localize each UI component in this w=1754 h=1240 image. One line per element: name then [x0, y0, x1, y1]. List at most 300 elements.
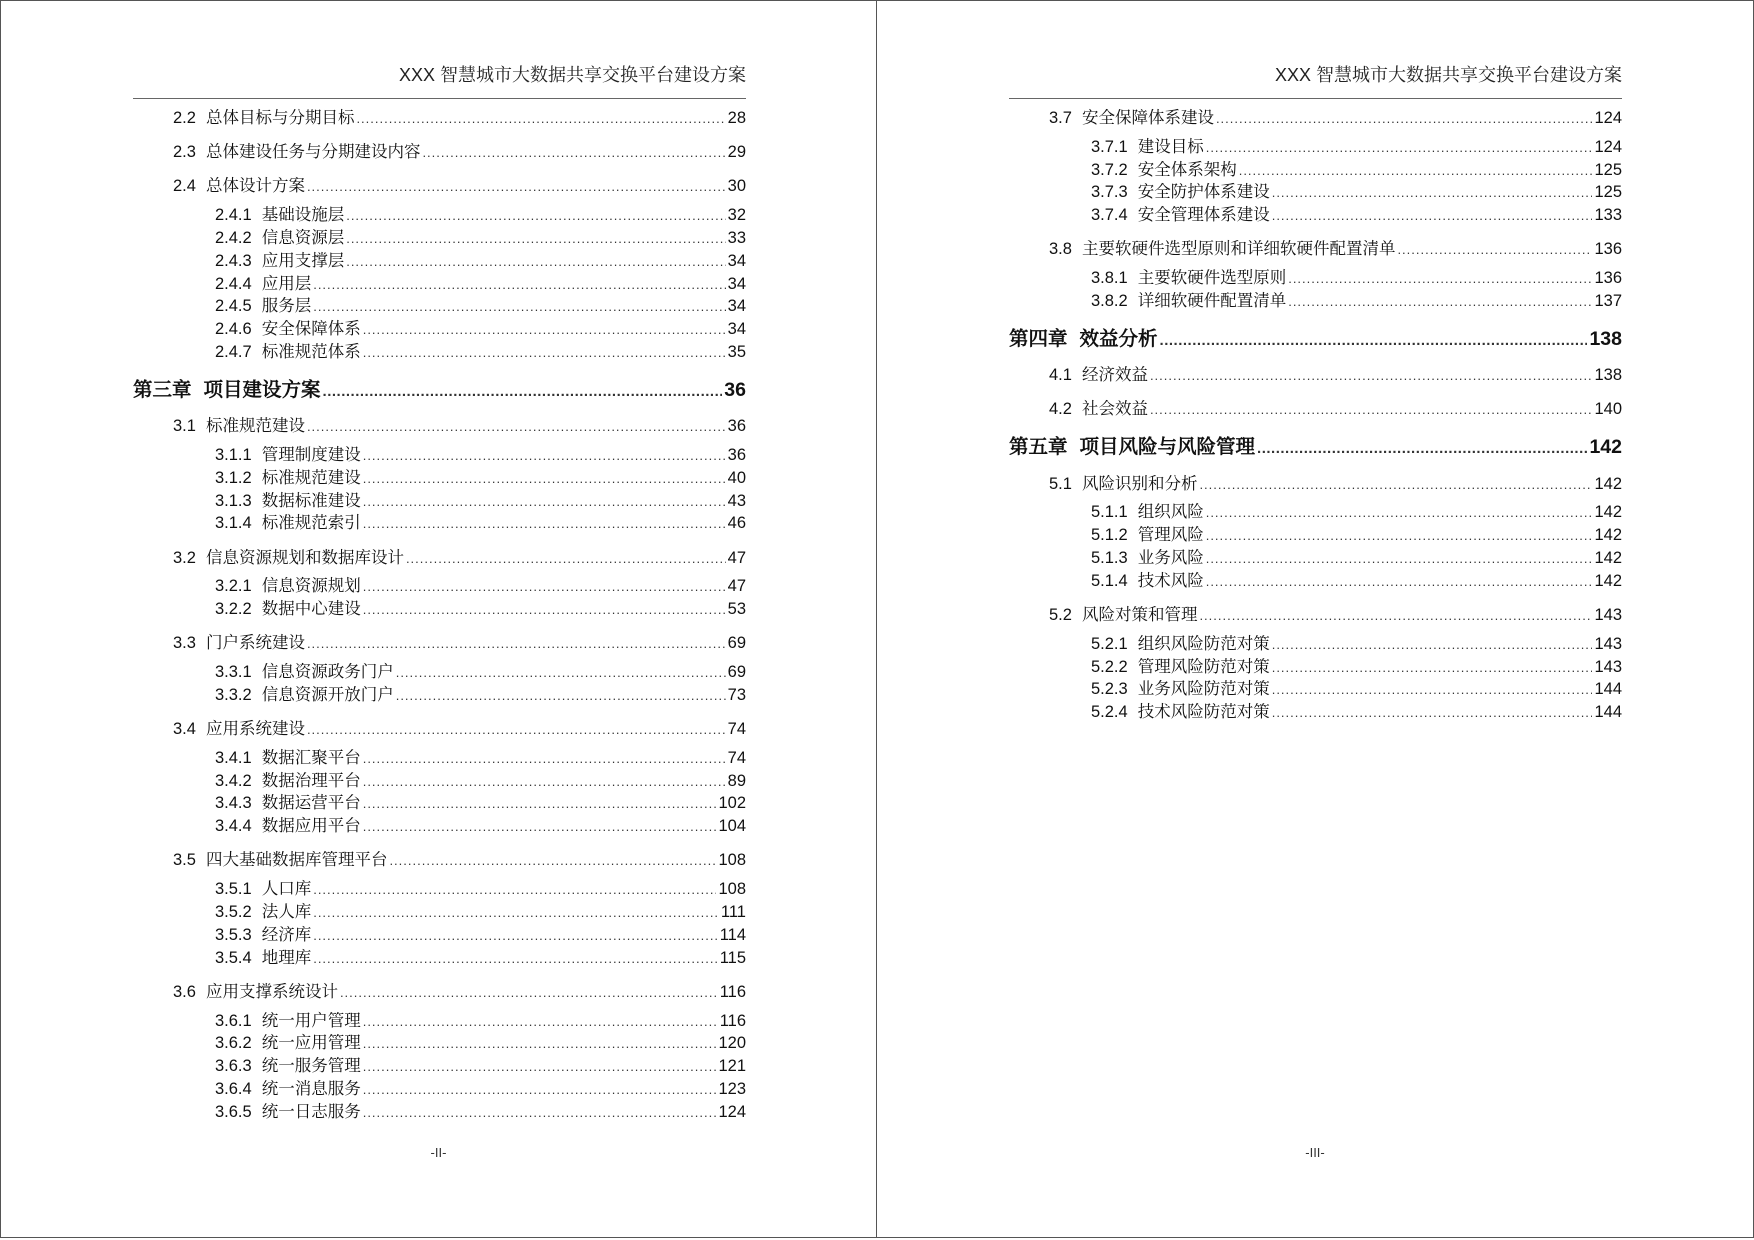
dot-leader	[396, 662, 726, 685]
toc-entry-page-number: 136	[1594, 240, 1622, 259]
toc-entry-number: 3.8.1	[1091, 269, 1128, 288]
dot-leader	[363, 468, 726, 491]
toc-entry-number: 2.4.3	[215, 251, 252, 270]
toc-entry[interactable]	[1009, 604, 1622, 627]
toc-entry-title: 管理制度建设	[261, 445, 361, 464]
toc-entry-title: 统一日志服务	[261, 1102, 361, 1121]
toc-entry[interactable]	[133, 295, 746, 318]
toc-entry-title: 主要软硬件选型原则和详细软硬件配置清单	[1081, 240, 1396, 259]
dot-leader	[1272, 634, 1593, 657]
toc-entry-title: 项目风险与风险管理	[1079, 436, 1256, 459]
toc-entry-number: 2.3	[173, 143, 196, 162]
toc-entry-page-number: 69	[727, 634, 746, 653]
dot-leader	[1150, 365, 1593, 388]
toc-entry-title: 总体设计方案	[205, 177, 305, 196]
toc-entry-number: 3.7.1	[1091, 137, 1128, 156]
toc-entry-title: 安全管理体系建设	[1137, 206, 1270, 225]
toc-entry-page-number: 34	[727, 320, 746, 339]
toc-entry-title: 门户系统建设	[205, 634, 305, 653]
toc-entry-number: 3.1.3	[215, 491, 252, 510]
toc-entry[interactable]	[1009, 181, 1622, 204]
toc-entry-page-number: 34	[727, 297, 746, 316]
toc-entry-number: 3.5.3	[215, 925, 252, 944]
toc-entry[interactable]	[133, 444, 746, 467]
dot-leader	[1206, 502, 1593, 525]
toc-entry[interactable]	[133, 575, 746, 598]
toc-entry[interactable]	[133, 901, 746, 924]
toc-entry-page-number: 74	[727, 748, 746, 767]
dot-leader	[363, 319, 726, 342]
toc-entry-number: 第四章	[1009, 327, 1068, 350]
right-page	[876, 0, 1754, 1238]
toc-entry-number: 2.4.5	[215, 297, 252, 316]
toc-entry-page-number: 111	[720, 903, 746, 922]
toc-entry-number: 3.4.2	[215, 771, 252, 790]
toc-entry-page-number: 36	[727, 417, 746, 436]
toc-entry-number: 2.2	[173, 109, 196, 127]
toc-entry-page-number: 34	[727, 251, 746, 270]
toc-entry-number: 3.6	[173, 982, 196, 1001]
toc-entry-page-number: 142	[1594, 571, 1622, 590]
toc-entry-number: 3.7	[1049, 109, 1072, 127]
toc-entry[interactable]	[1009, 204, 1622, 227]
dot-leader	[1272, 205, 1593, 228]
toc-entry-page-number: 124	[718, 1102, 746, 1121]
toc-entry-title: 地理库	[261, 948, 312, 967]
toc-entry-title: 安全保障体系建设	[1081, 109, 1214, 127]
toc-entry-title: 经济库	[261, 925, 312, 944]
toc-entry-page-number: 125	[1594, 160, 1622, 179]
toc-entry[interactable]	[1009, 570, 1622, 593]
toc-entry[interactable]	[133, 318, 746, 341]
toc-entry[interactable]	[1009, 398, 1622, 421]
toc-entry-title: 应用支撑系统设计	[205, 982, 338, 1001]
page-header-title: XXX 智慧城市大数据共享交换平台建设方案	[398, 65, 746, 85]
toc-entry-number: 3.3	[173, 634, 196, 653]
toc-entry-title: 项目建设方案	[203, 378, 321, 401]
toc-entry-page-number: 108	[718, 880, 746, 899]
toc-entry[interactable]	[133, 512, 746, 535]
toc-entry-number: 3.1.4	[215, 514, 252, 533]
dot-leader	[363, 771, 726, 794]
toc-entry-page-number: 32	[727, 206, 746, 225]
toc-entry-number: 3.2.1	[215, 577, 252, 596]
toc-entry[interactable]	[133, 547, 746, 570]
dot-leader	[307, 633, 726, 656]
dot-leader	[307, 176, 726, 199]
toc-entry[interactable]	[1009, 701, 1622, 724]
toc-entry-page-number: 138	[1594, 366, 1622, 385]
toc-entry-number: 2.4.6	[215, 320, 252, 339]
dot-leader	[313, 948, 717, 971]
dot-leader	[346, 205, 725, 228]
dot-leader	[422, 142, 725, 165]
toc-entry-title: 总体目标与分期目标	[205, 109, 355, 127]
toc-entry-page-number: 143	[1594, 605, 1622, 624]
toc-entry-title: 组织风险	[1137, 503, 1204, 522]
dot-leader	[307, 416, 726, 439]
toc-entry-page-number: 143	[1594, 634, 1622, 653]
toc-entry[interactable]	[133, 792, 746, 815]
toc-entry-title: 应用层	[261, 274, 312, 293]
page-number-footer: -II-	[430, 1145, 447, 1160]
toc-entry-page-number: 142	[1594, 474, 1622, 493]
dot-leader	[363, 1033, 717, 1056]
toc-entry-page-number: 121	[718, 1057, 746, 1076]
toc-entry-title: 社会效益	[1081, 400, 1148, 419]
toc-entry[interactable]	[133, 878, 746, 901]
toc-entry-number: 5.1.4	[1091, 571, 1128, 590]
dot-leader	[1206, 571, 1593, 594]
dot-leader	[1272, 657, 1593, 680]
toc-entry[interactable]	[133, 415, 746, 438]
toc-entry[interactable]	[1009, 473, 1622, 496]
toc-entry-number: 2.4.1	[215, 206, 252, 225]
dot-leader	[1206, 137, 1593, 160]
toc-entry[interactable]	[133, 924, 746, 947]
toc-entry-title: 标准规范建设	[205, 417, 305, 436]
toc-entry-title: 详细软硬件配置清单	[1137, 291, 1287, 310]
toc-entry[interactable]	[133, 1055, 746, 1078]
toc-entry-page-number: 89	[727, 771, 746, 790]
toc-entry-title: 主要软硬件选型原则	[1137, 269, 1287, 288]
toc-entry-page-number: 33	[727, 228, 746, 247]
toc-entry[interactable]	[133, 718, 746, 741]
dot-leader	[363, 576, 726, 599]
toc-entry-number: 3.8.2	[1091, 291, 1128, 310]
page-header-title: XXX 智慧城市大数据共享交换平台建设方案	[1274, 65, 1622, 85]
dot-leader	[1288, 291, 1592, 314]
toc-entry-number: 5.1	[1049, 474, 1072, 493]
dot-leader	[363, 1102, 717, 1125]
toc-entry-page-number: 140	[1594, 400, 1622, 419]
toc-entry-number: 3.8	[1049, 240, 1072, 259]
page-number-footer: -III-	[1305, 1145, 1325, 1160]
toc-entry-page-number: 73	[727, 685, 746, 704]
toc-entry-title: 安全保障体系	[261, 320, 361, 339]
toc-entry-title: 四大基础数据库管理平台	[205, 851, 388, 870]
toc-entry-number: 5.2	[1049, 605, 1072, 624]
toc-entry-title: 技术风险	[1137, 571, 1204, 590]
toc-entry-number: 5.2.2	[1091, 657, 1128, 676]
toc-entry[interactable]	[133, 141, 746, 164]
toc-entry[interactable]	[133, 684, 746, 707]
toc-entry-title: 基础设施层	[261, 206, 345, 225]
toc-entry[interactable]	[1009, 633, 1622, 656]
toc-entry-page-number: 102	[718, 794, 746, 813]
toc-entry-title: 管理风险防范对策	[1137, 657, 1270, 676]
toc-entry-number: 2.4.7	[215, 342, 252, 361]
toc-entry[interactable]	[133, 204, 746, 227]
toc-entry[interactable]	[1009, 656, 1622, 679]
dot-leader	[313, 879, 716, 902]
toc-entry-page-number: 137	[1594, 291, 1622, 310]
dot-leader	[1288, 268, 1592, 291]
toc-entry-title: 总体建设任务与分期建设内容	[205, 143, 421, 162]
toc-entry-page-number: 30	[727, 177, 746, 196]
toc-entry-number: 3.4.1	[215, 748, 252, 767]
dot-leader	[363, 599, 726, 622]
toc-entry[interactable]	[133, 107, 746, 130]
toc-entry-title: 业务风险防范对策	[1137, 680, 1270, 699]
dot-leader	[363, 1011, 718, 1034]
toc-entry-number: 4.2	[1049, 400, 1072, 419]
toc-entry-title: 信息资源政务门户	[261, 663, 394, 682]
toc-entry-number: 5.2.3	[1091, 680, 1128, 699]
toc-entry[interactable]	[133, 770, 746, 793]
toc-entry-number: 3.5	[173, 851, 196, 870]
toc-entry-number: 3.7.3	[1091, 183, 1128, 202]
toc-entry-page-number: 116	[719, 1011, 746, 1030]
toc-entry[interactable]	[133, 598, 746, 621]
dot-leader	[1397, 239, 1592, 262]
toc-entry-page-number: 144	[1594, 703, 1622, 722]
dot-leader	[340, 982, 718, 1005]
toc-entry-number: 3.4.3	[215, 794, 252, 813]
toc-entry-number: 3.7.2	[1091, 160, 1128, 179]
dot-leader	[313, 925, 717, 948]
dot-leader	[1272, 679, 1593, 702]
toc-entry-number: 3.1.1	[215, 445, 252, 464]
toc-entry-page-number: 136	[1594, 269, 1622, 288]
dot-leader	[389, 850, 716, 873]
toc-entry-number: 3.2	[173, 548, 196, 567]
toc-entry-page-number: 36	[724, 378, 746, 401]
toc-entry-page-number: 115	[719, 948, 746, 967]
toc-entry-title: 法人库	[261, 903, 312, 922]
toc-entry-title: 效益分析	[1079, 327, 1158, 350]
toc-entry-title: 安全防护体系建设	[1137, 183, 1270, 202]
toc-entry[interactable]	[1009, 433, 1622, 461]
dot-leader	[1272, 702, 1593, 725]
toc-entry[interactable]	[133, 175, 746, 198]
toc-entry-title: 安全体系架构	[1137, 160, 1237, 179]
toc-entry-page-number: 124	[1594, 137, 1622, 156]
dot-leader	[363, 793, 717, 816]
toc-entry-page-number: 116	[719, 982, 746, 1001]
toc-entry-number: 4.1	[1049, 366, 1072, 385]
toc-entry-title: 服务层	[261, 297, 312, 316]
toc-entry-title: 信息资源规划	[261, 577, 361, 596]
toc-entry[interactable]	[133, 661, 746, 684]
toc-entry-title: 数据治理平台	[261, 771, 361, 790]
toc-entry-title: 统一服务管理	[261, 1057, 361, 1076]
toc-entry-title: 应用支撑层	[261, 251, 345, 270]
toc-entry-page-number: 125	[1594, 183, 1622, 202]
toc-entry-page-number: 40	[727, 468, 746, 487]
toc-entry-title: 业务风险	[1137, 548, 1204, 567]
dot-leader	[1199, 605, 1592, 628]
toc-entry-number: 3.4.4	[215, 817, 252, 836]
toc-entry[interactable]	[133, 467, 746, 490]
dot-leader	[363, 1056, 717, 1079]
toc-entry-number: 第三章	[133, 378, 192, 401]
toc-entry-page-number: 29	[727, 143, 746, 162]
toc-entry-number: 2.4.2	[215, 228, 252, 247]
toc-entry-title: 数据中心建设	[261, 600, 361, 619]
toc-entry-page-number: 47	[727, 577, 746, 596]
toc-entry-number: 5.2.4	[1091, 703, 1128, 722]
toc-entry-number: 5.1.1	[1091, 503, 1128, 522]
toc-entry[interactable]	[133, 632, 746, 655]
toc-entry-page-number: 35	[727, 342, 746, 361]
toc-entry-page-number: 74	[727, 720, 746, 739]
toc-entry[interactable]	[133, 1101, 746, 1124]
toc-entry[interactable]	[133, 273, 746, 296]
toc-entry-number: 3.2.2	[215, 600, 252, 619]
toc-entry-page-number: 36	[727, 445, 746, 464]
dot-leader	[346, 228, 725, 251]
toc-entry-title: 建设目标	[1137, 137, 1204, 156]
dot-leader	[363, 1079, 717, 1102]
dot-leader	[1150, 399, 1593, 422]
toc-entry[interactable]	[133, 815, 746, 838]
toc-entry-number: 2.4.4	[215, 274, 252, 293]
dot-leader	[1206, 548, 1593, 571]
toc-entry-number: 5.1.2	[1091, 526, 1128, 545]
toc-entry-page-number: 123	[718, 1080, 746, 1099]
dot-leader	[356, 108, 725, 131]
toc-entry[interactable]	[1009, 159, 1622, 182]
toc-entry[interactable]	[133, 490, 746, 513]
dot-leader	[1239, 160, 1593, 183]
dot-leader	[346, 251, 725, 274]
toc-entry-title: 技术风险防范对策	[1137, 703, 1270, 722]
toc-entry-number: 3.6.2	[215, 1034, 252, 1053]
toc-entry-page-number: 142	[1594, 503, 1622, 522]
toc-list	[133, 107, 746, 1124]
toc-entry[interactable]	[1009, 136, 1622, 159]
toc-entry[interactable]	[1009, 107, 1622, 130]
toc-entry-title: 信息资源层	[261, 228, 345, 247]
toc-entry[interactable]	[1009, 267, 1622, 290]
toc-entry-title: 统一消息服务	[261, 1080, 361, 1099]
toc-entry-page-number: 133	[1594, 206, 1622, 225]
toc-entry-title: 组织风险防范对策	[1137, 634, 1270, 653]
toc-entry-title: 风险识别和分析	[1081, 474, 1198, 493]
toc-entry-number: 5.2.1	[1091, 634, 1128, 653]
toc-entry-page-number: 46	[727, 514, 746, 533]
toc-entry[interactable]	[1009, 678, 1622, 701]
toc-entry[interactable]	[1009, 547, 1622, 570]
toc-entry-title: 数据汇聚平台	[261, 748, 361, 767]
dot-leader	[363, 491, 726, 514]
toc-entry-page-number: 124	[1594, 109, 1622, 127]
toc-entry-title: 标准规范体系	[261, 342, 361, 361]
toc-entry-number: 3.6.3	[215, 1057, 252, 1076]
toc-entry-number: 3.3.1	[215, 663, 252, 682]
toc-entry[interactable]	[1009, 524, 1622, 547]
toc-entry-number: 3.6.4	[215, 1080, 252, 1099]
dot-leader	[313, 902, 719, 925]
toc-entry-page-number: 144	[1594, 680, 1622, 699]
dot-leader	[1160, 327, 1588, 355]
toc-entry-number: 5.1.3	[1091, 548, 1128, 567]
toc-entry-page-number: 142	[1594, 526, 1622, 545]
toc-entry[interactable]	[1009, 501, 1622, 524]
toc-entry-page-number: 53	[727, 600, 746, 619]
toc-entry-number: 3.1	[173, 417, 196, 436]
dot-leader	[363, 513, 726, 536]
toc-entry-page-number: 34	[727, 274, 746, 293]
toc-entry[interactable]	[133, 1032, 746, 1055]
toc-entry-title: 统一用户管理	[261, 1011, 361, 1030]
toc-entry-title: 人口库	[261, 880, 312, 899]
toc-entry-title: 信息资源规划和数据库设计	[205, 548, 404, 567]
toc-entry[interactable]	[133, 981, 746, 1004]
toc-entry[interactable]	[1009, 290, 1622, 313]
dot-leader	[323, 378, 723, 406]
toc-entry-page-number: 120	[718, 1034, 746, 1053]
toc-entry[interactable]	[1009, 238, 1622, 261]
toc-entry-page-number: 47	[727, 548, 746, 567]
toc-entry[interactable]	[133, 227, 746, 250]
toc-entry[interactable]	[133, 250, 746, 273]
toc-entry-page-number: 142	[1594, 548, 1622, 567]
toc-entry-page-number: 104	[718, 817, 746, 836]
toc-entry[interactable]	[133, 376, 746, 404]
toc-entry[interactable]	[133, 1078, 746, 1101]
dot-leader	[1272, 182, 1593, 205]
toc-entry-page-number: 28	[727, 109, 746, 127]
toc-entry-number: 第五章	[1009, 436, 1068, 459]
dot-leader	[1257, 435, 1587, 463]
toc-entry-number: 3.3.2	[215, 685, 252, 704]
toc-entry-title: 数据运营平台	[261, 794, 361, 813]
toc-entry-page-number: 69	[727, 663, 746, 682]
dot-leader	[1216, 108, 1593, 131]
toc-entry[interactable]	[133, 1010, 746, 1033]
dot-leader	[313, 296, 725, 319]
toc-entry-title: 数据应用平台	[261, 817, 361, 836]
left-page	[0, 0, 877, 1238]
toc-entry-title: 标准规范索引	[261, 514, 361, 533]
toc-entry-page-number: 143	[1594, 657, 1622, 676]
toc-entry-number: 3.5.1	[215, 880, 252, 899]
toc-entry-page-number: 114	[719, 925, 746, 944]
toc-entry-title: 标准规范建设	[261, 468, 361, 487]
toc-entry-number: 3.7.4	[1091, 206, 1128, 225]
dot-leader	[363, 342, 726, 365]
toc-entry-page-number: 43	[727, 491, 746, 510]
toc-entry-page-number: 142	[1589, 436, 1622, 459]
toc-entry[interactable]	[1009, 364, 1622, 387]
toc-entry[interactable]	[133, 849, 746, 872]
toc-entry[interactable]	[133, 947, 746, 970]
toc-entry-title: 信息资源开放门户	[261, 685, 394, 704]
toc-entry-number: 3.1.2	[215, 468, 252, 487]
toc-entry-number: 3.5.2	[215, 903, 252, 922]
toc-entry-number: 2.4	[173, 177, 196, 196]
toc-entry[interactable]	[133, 341, 746, 364]
dot-leader	[363, 816, 717, 839]
dot-leader	[363, 445, 726, 468]
dot-leader	[363, 748, 726, 771]
toc-entry-title: 统一应用管理	[261, 1034, 361, 1053]
toc-entry-number: 3.4	[173, 720, 196, 739]
toc-entry-title: 应用系统建设	[205, 720, 305, 739]
header-divider	[1009, 98, 1622, 99]
toc-entry[interactable]	[1009, 325, 1622, 353]
dot-leader	[1206, 525, 1593, 548]
toc-entry-page-number: 108	[718, 851, 746, 870]
toc-entry-number: 3.6.5	[215, 1102, 252, 1121]
dot-leader	[1199, 474, 1592, 497]
dot-leader	[313, 274, 725, 297]
header-divider	[133, 98, 746, 99]
dot-leader	[406, 548, 726, 571]
toc-entry[interactable]	[133, 747, 746, 770]
